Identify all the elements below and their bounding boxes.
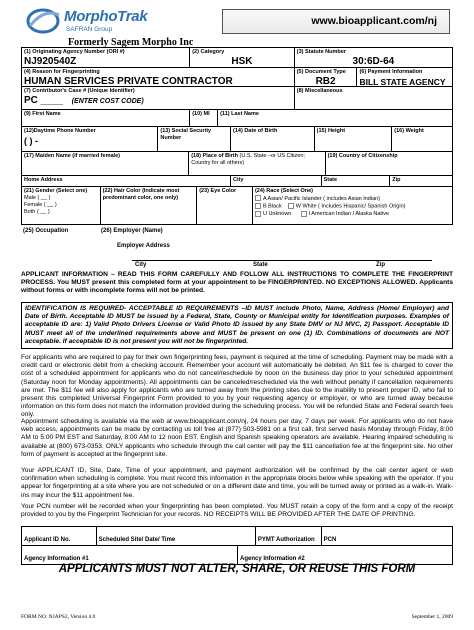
city-label: City: [233, 177, 244, 183]
ori-value: NJ920540Z: [24, 55, 77, 67]
pob-cell[interactable]: [188, 152, 324, 175]
dob-label: (14) Date of Birth: [233, 128, 278, 134]
ssn-label: (13) Social Security Number: [160, 128, 212, 141]
weight-cell[interactable]: [391, 127, 452, 151]
pymt-cell[interactable]: [255, 527, 321, 545]
race-u-label: U Unknown: [262, 210, 292, 217]
reason-cell: [22, 68, 294, 86]
mi-label: (10) MI: [192, 111, 210, 117]
ori-cell: [22, 48, 189, 67]
appointment-record-grid: [21, 526, 453, 565]
form-row-1: [22, 48, 452, 67]
reason-label: (4) Reason for Fingerprinting: [24, 69, 100, 75]
contributor-pc: PC ____: [24, 94, 63, 106]
race-label: (24) Race (Select One): [254, 188, 314, 194]
race-i-checkbox[interactable]: [301, 211, 307, 217]
pymt-label: PYMT Authorization: [257, 537, 315, 543]
cost-code-note: (ENTER COST CODE): [71, 97, 144, 105]
first-name-cell[interactable]: [22, 110, 189, 126]
scheduling-paragraph: Appointment scheduling is available via the web at www.bioapplicant.com/nj, 24 hours per day, 7 days per week. For applicants who do not have web access, appointments can be made by contacting us toll free at (877) 503-5981 on a first call, first served basis Monday through Friday, 8:00 AM to 5:00 PM EST and Saturday, 8:00 AM to 12 noon EST. English and Spanish speaking operators are available. Hearing impaired scheduling is available at (800) 673-0353. ONLY applicants who schedule through the call center will pay the $11 cancellation fee at the fingerprint site. No other form of payment is accepted at the fingerprint site.: [21, 418, 453, 458]
race-u-checkbox[interactable]: [255, 211, 261, 217]
payment-value: BILL STATE AGENCY: [359, 76, 446, 86]
gender-label: (21) Gender (Select one): [24, 188, 88, 194]
employer-state-label: State: [253, 262, 268, 268]
city-cell[interactable]: [230, 176, 321, 186]
statute-cell: [294, 48, 452, 67]
last-name-cell[interactable]: [217, 110, 452, 126]
payment-cell: [356, 68, 452, 86]
payment-paragraph: For applicants who are required to pay for their own fingerprinting fees, payment is required at the time of scheduling. Payment may be made with a credit card or electronic debit from a checking account. Remember your account will automatically be debited. An $11 fee is charged to cover the cost of a scheduled appointment for applicants who do not cancel/reschedule by noon on the business day prior to your scheduled appointment (Saturday noon for Monday appointments). All appointments can be canceled/rescheduled via the web without penalty if cancellation requirements are met. The $11 fee will also apply for applicants who are turned away from the printing sites due to the inability to present proper ID, who fail to present this completed Universal Fingerprint Form provided to you by your requesting agency or employer, or who are turned away because information on this form does not match the information provided during the scheduling process. You will be refunded State and Federal search fees only.: [21, 354, 453, 419]
doctype-cell: [294, 68, 357, 86]
gender-male-option[interactable]: Male ( __ ): [24, 194, 51, 201]
agency-info-1-label: Agency Information #1: [24, 556, 89, 562]
employer-label: (26) Employer (Name): [101, 228, 163, 234]
scheduled-label: Scheduled Site/ Date/ Time: [98, 537, 176, 543]
applicant-id-label: Applicant ID No.: [24, 537, 71, 543]
race-w-checkbox[interactable]: [288, 203, 294, 209]
employer-city-label: City: [135, 262, 147, 268]
home-address-label: Home Address: [24, 177, 63, 183]
misc-label: (8) Miscellaneous: [296, 88, 343, 94]
race-b-label: B Black: [262, 202, 282, 209]
pcn-cell[interactable]: [321, 527, 452, 545]
phone-label: (12)Daytime Phone Number: [24, 128, 96, 134]
misc-cell[interactable]: [294, 87, 452, 109]
form-number: FORM NO. NJAPS2, Version 4.0: [21, 614, 96, 620]
gender-cell: [22, 187, 100, 224]
applicant-id-cell[interactable]: [22, 527, 96, 545]
maiden-cell[interactable]: [22, 152, 188, 175]
pcn-label: PCN: [323, 537, 337, 543]
form-row-8: [22, 186, 452, 224]
race-option-a[interactable]: [255, 195, 450, 203]
form-row-2: [22, 67, 452, 86]
form-row-address: [22, 175, 452, 186]
ssn-cell[interactable]: [157, 127, 230, 151]
citizenship-cell[interactable]: [325, 152, 452, 175]
citizenship-label: (19) Country of Citizenship: [327, 153, 398, 159]
gender-both-option[interactable]: Both ( __ ): [24, 208, 50, 215]
form-row-6: [22, 151, 452, 175]
race-b-checkbox[interactable]: [255, 203, 261, 209]
appointment-row-2: [22, 545, 452, 564]
race-cell: [252, 187, 452, 224]
reuse-warning: APPLICANTS MUST NOT ALTER, SHARE, OR REUSE THIS FORM: [58, 563, 416, 575]
identification-requirements-box: IDENTIFICATION IS REQUIRED- ACCEPTABLE ID REQUIREMENTS –ID MUST include Photo, Name, Address (Home/ Employer) and Date of Birth. Acceptable ID MUST be issued by a Federal, State, County or Municipal entity for Identification purposes. Examples of acceptable ID are: 1) Valid Photo Drivers License or Valid Photo ID issued by any State DMV or NJ MVC, 2) Passport. Acceptable ID MUST meet all of the underlined requirements above and MUST be present on one (1) ID. Combinations of documents are NOT acceptable. If acceptable ID is not present you will not be fingerprinted.: [21, 302, 453, 349]
pob-label: (18) Place of Birth: [191, 153, 238, 159]
agency-info-2-label: Agency Information #2: [240, 556, 305, 562]
category-label: (2) Category: [192, 49, 225, 55]
payment-label: (6) Payment Information: [359, 69, 423, 75]
scheduled-cell[interactable]: [96, 527, 255, 545]
maiden-label: (17) Maiden Name (if married female): [24, 153, 120, 159]
race-option-bw[interactable]: [255, 203, 450, 210]
website-url[interactable]: www.bioapplicant.com/nj: [311, 15, 437, 27]
category-cell: [189, 48, 294, 67]
employer-zip-label: Zip: [376, 262, 385, 268]
pob-text: [191, 153, 322, 166]
pcn-paragraph: Your PCN number will be recorded when your fingerprinting has been completed. You MUST retain a copy of the form and a copy of the receipt provided to you by the Fingerprint Technician for your records. NO RECEIPTS WILL BE PROVIDED AFTER THE DATE OF PRINTING.: [21, 503, 453, 519]
contributor-value[interactable]: [24, 95, 292, 108]
formerly-note: Formerly Sagem Morpho Inc: [68, 37, 194, 48]
form-date: September 1, 2009: [411, 614, 453, 620]
hair-label: (22) Hair Color (Indicate most predominant color, one only): [102, 188, 180, 201]
mi-cell[interactable]: [189, 110, 217, 126]
agency-info-1-cell[interactable]: [22, 546, 237, 564]
fingerprint-form-grid: [21, 47, 453, 225]
dob-cell[interactable]: [230, 127, 314, 151]
eye-label: (23) Eye Color: [199, 188, 237, 194]
race-a-label: A Asian/ Pacific Islander ( includes Asian Indian): [262, 195, 381, 202]
occupation-label: (25) Occupation: [23, 228, 69, 234]
confirmation-paragraph: Your APPLICANT ID, Site, Date, Time of your appointment, and payment authorization will be confirmed by the call center agent or web confirmation when scheduling is complete. You must record this information in the appropriate blocks below while speaking with the operator. If you appear for fingerprinting at a site where you are not scheduled or on a different date and time, you will be turned away or printed as a walk-in. Walk-ins may incur the $11 appointment fee.: [21, 467, 453, 499]
ori-label: (1) Originating Agency Number (ORI #): [24, 49, 125, 55]
statute-value: 30:6D-64: [352, 55, 395, 67]
weight-label: (16) Weight: [394, 128, 424, 134]
state-cell[interactable]: [321, 176, 390, 186]
phone-cell[interactable]: [22, 127, 157, 151]
page-header: [0, 0, 474, 50]
eye-cell[interactable]: [196, 187, 252, 224]
applicant-information-paragraph: APPLICANT INFORMATION – READ THIS FORM CAREFULLY AND FOLLOW ALL INSTRUCTIONS TO COMPLETE THE FINGERPRINT PROCESS. You MUST present this completed form at your appointment to be FINGERPRINTED. NO EXCEPTIONS ALLOWED. Applicants without forms or with incomplete forms will not be printed.: [21, 271, 453, 295]
last-name-label: (11) Last Name: [220, 111, 259, 117]
race-w-label: W White ( Includes Hispanic/ Spanish Origin): [295, 202, 406, 209]
website-banner: [222, 9, 450, 34]
zip-cell[interactable]: [389, 176, 452, 186]
employer-area: [21, 224, 453, 270]
category-value: HSK: [231, 55, 253, 67]
logo-subtitle: SAFRAN Group: [66, 26, 113, 33]
logo-name: MorphoTrak: [64, 8, 148, 25]
reason-value: HUMAN SERVICES PRIVATE CONTRACTOR: [24, 75, 233, 86]
hair-cell[interactable]: [100, 187, 197, 224]
race-option-ui[interactable]: [255, 210, 450, 218]
zip-label: Zip: [392, 177, 401, 183]
doctype-label: (5) Document Type: [296, 69, 346, 75]
form-row-3: [22, 86, 452, 109]
contributor-label: (7) Contributor's Case # (Unique Identifier): [24, 88, 135, 94]
race-i-label: I American Indian / Alaska Native: [308, 210, 389, 217]
height-cell[interactable]: [314, 127, 392, 151]
home-address-cell[interactable]: [22, 176, 230, 186]
gender-female-option[interactable]: Female ( __ ): [24, 201, 57, 208]
employer-address-line[interactable]: [132, 260, 432, 261]
employer-address-label: Employer Address: [117, 243, 170, 249]
phone-format: ( ) -: [24, 135, 38, 146]
form-row-5: [22, 126, 452, 151]
doctype-value: RB2: [315, 75, 336, 86]
appointment-row-1: [22, 527, 452, 545]
height-label: (15) Height: [316, 128, 346, 134]
logo-swoosh-icon: [26, 6, 62, 36]
statute-label: (3) Statute Number: [296, 49, 346, 55]
contributor-cell: [22, 87, 294, 109]
agency-info-2-cell[interactable]: [237, 546, 452, 564]
race-a-checkbox[interactable]: [255, 195, 261, 201]
form-row-names: [22, 109, 452, 126]
first-name-label: (9) First Name: [24, 111, 61, 117]
state-label: State: [323, 177, 338, 183]
pob-note: (U.S. State –or US Citizen; Country for all others): [191, 153, 305, 166]
